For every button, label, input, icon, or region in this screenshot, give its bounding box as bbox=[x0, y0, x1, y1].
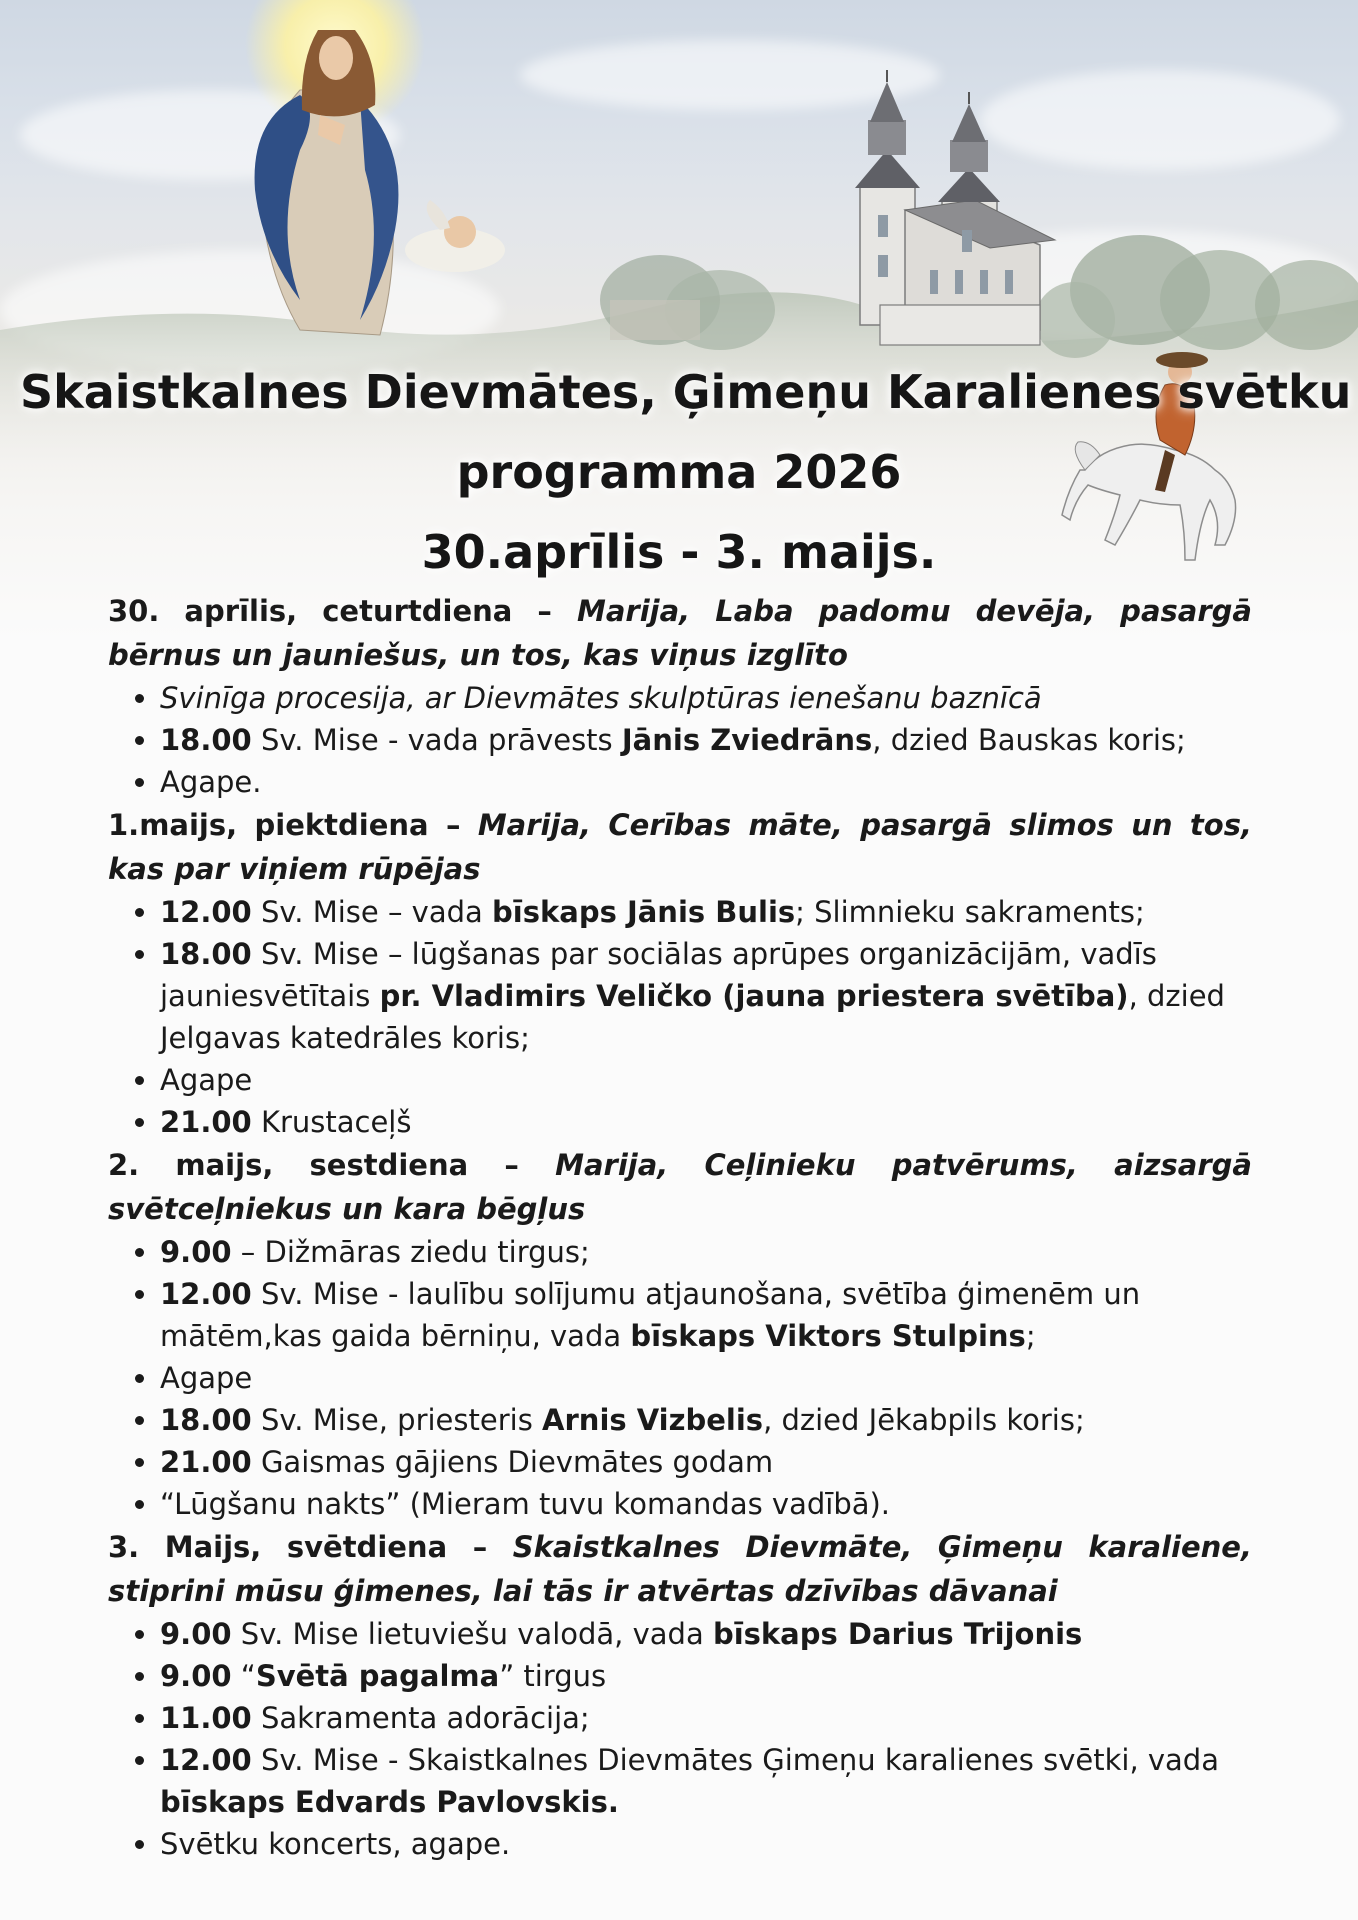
church-illustration bbox=[855, 70, 1055, 345]
event-item: • 11.00 Sakramenta adorācija; bbox=[160, 1697, 1252, 1739]
event-item: • 9.00 “Svētā pagalma” tirgus bbox=[160, 1655, 1252, 1697]
day-heading: 2. maijs, sestdiena – Marija, Ceļinieku patvērums, aizsargā svētceļniekus un kara bēgļus bbox=[108, 1148, 1252, 1226]
day-section bbox=[108, 589, 1252, 803]
event-list bbox=[108, 1613, 1252, 1865]
event-item: • 21.00 Gaismas gājiens Dievmātes godam bbox=[160, 1441, 1252, 1483]
event-item: • Agape bbox=[160, 1059, 1252, 1101]
event-list bbox=[108, 677, 1252, 803]
title-line-2: programma 2026 bbox=[456, 445, 902, 499]
event-item: • 9.00 Sv. Mise lietuviešu valodā, vada bīskaps Darius Trijonis bbox=[160, 1613, 1252, 1655]
event-time: 12.00 bbox=[160, 1743, 252, 1777]
event-time: 11.00 bbox=[160, 1701, 252, 1735]
event-list bbox=[108, 891, 1252, 1143]
event-time: 21.00 bbox=[160, 1105, 252, 1139]
event-item: • 9.00 – Dižmāras ziedu tirgus; bbox=[160, 1231, 1252, 1273]
event-item: • 21.00 Krustaceļš bbox=[160, 1101, 1252, 1143]
event-time: 18.00 bbox=[160, 723, 252, 757]
day-heading: 1.maijs, piektdiena – Marija, Cerības māte, pasargā slimos un tos, kas par viņiem rūpējas bbox=[108, 808, 1252, 886]
event-list bbox=[108, 1231, 1252, 1525]
day-theme: Marija, Laba padomu devēja, pasargā bērnus un jauniešus, un tos, kas viņus izglīto bbox=[108, 594, 1252, 672]
event-item: • Svinīga procesija, ar Dievmātes skulptūras ienešanu baznīcā bbox=[160, 677, 1252, 719]
event-time: 12.00 bbox=[160, 1277, 252, 1311]
day-date: 2. maijs, sestdiena bbox=[108, 1148, 469, 1182]
event-time: 9.00 bbox=[160, 1659, 232, 1693]
day-heading: 3. Maijs, svētdiena – Skaistkalnes Dievmāte, Ģimeņu karaliene, stiprini mūsu ģimenes, lai tās ir atvērtas dzīvības dāvanai bbox=[108, 1530, 1252, 1608]
event-time: 9.00 bbox=[160, 1235, 232, 1269]
day-date: 1.maijs, piektdiena bbox=[108, 808, 429, 842]
event-time: 18.00 bbox=[160, 1403, 252, 1437]
event-item: • 12.00 Sv. Mise - Skaistkalnes Dievmātes Ģimeņu karalienes svētki, vada bīskaps Edvards Pavlovskis. bbox=[160, 1739, 1252, 1823]
event-item: • “Lūgšanu nakts” (Mieram tuvu komandas vadībā). bbox=[160, 1483, 1252, 1525]
event-item: • 18.00 Sv. Mise - vada prāvests Jānis Zviedrāns, dzied Bauskas koris; bbox=[160, 719, 1252, 761]
title-line-1: Skaistkalnes Dievmātes, Ģimeņu Karalienes svētku bbox=[20, 365, 1352, 419]
title-line-3: 30.aprīlis - 3. maijs. bbox=[421, 525, 937, 579]
day-section bbox=[108, 1525, 1252, 1865]
program-list bbox=[108, 589, 1252, 1865]
day-date: 30. aprīlis, ceturtdiena bbox=[108, 594, 513, 628]
day-date: 3. Maijs, svētdiena bbox=[108, 1530, 448, 1564]
event-time: 18.00 bbox=[160, 937, 252, 971]
event-item: • Svētku koncerts, agape. bbox=[160, 1823, 1252, 1865]
madonna-illustration bbox=[245, 0, 505, 335]
event-time: 12.00 bbox=[160, 895, 252, 929]
event-item: • 18.00 Sv. Mise – lūgšanas par sociālas aprūpes organizācijām, vadīs jauniesvētītais pr. Vladimirs Veličko (jauna priestera svētība), dzied Jelgavas katedrāles koris; bbox=[160, 933, 1252, 1059]
event-item: • 18.00 Sv. Mise, priesteris Arnis Vizbelis, dzied Jēkabpils koris; bbox=[160, 1399, 1252, 1441]
day-section bbox=[108, 1143, 1252, 1525]
day-theme: Marija, Cerības māte, pasargā slimos un tos, kas par viņiem rūpējas bbox=[108, 808, 1252, 886]
event-item: • Agape bbox=[160, 1357, 1252, 1399]
event-time: 9.00 bbox=[160, 1617, 232, 1651]
event-item: • 12.00 Sv. Mise - laulību solījumu atjaunošana, svētība ģimenēm un mātēm,kas gaida bērniņu, vada bīskaps Viktors Stulpins; bbox=[160, 1273, 1252, 1357]
event-item: • 12.00 Sv. Mise – vada bīskaps Jānis Bulis; Slimnieku sakraments; bbox=[160, 891, 1252, 933]
day-section bbox=[108, 803, 1252, 1143]
page-title bbox=[20, 352, 1352, 592]
event-time: 21.00 bbox=[160, 1445, 252, 1479]
day-theme: Skaistkalnes Dievmāte, Ģimeņu karaliene, stiprini mūsu ģimenes, lai tās ir atvērtas dzīvības dāvanai bbox=[108, 1530, 1252, 1608]
day-theme: Marija, Ceļinieku patvērums, aizsargā svētceļniekus un kara bēgļus bbox=[108, 1148, 1252, 1226]
day-heading: 30. aprīlis, ceturtdiena – Marija, Laba padomu devēja, pasargā bērnus un jauniešus, un tos, kas viņus izglīto bbox=[108, 594, 1252, 672]
event-item: • Agape. bbox=[160, 761, 1252, 803]
